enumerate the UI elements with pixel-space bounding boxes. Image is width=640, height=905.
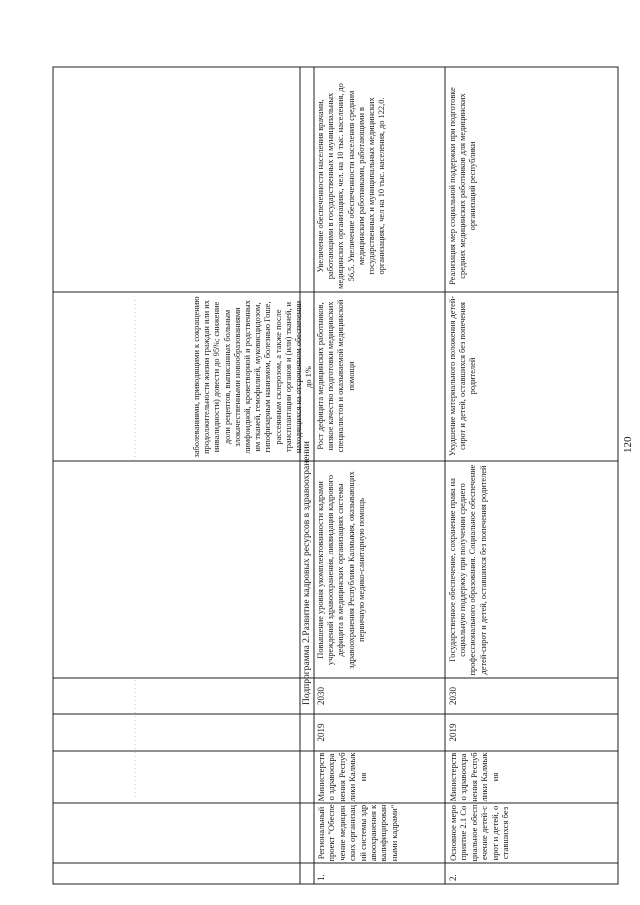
row-1-name: Региональный проект "Обеспечение медицинских организаций системы здравоохранения квалифицированными кадрами" xyxy=(316,804,399,862)
row-2-end: 2030 xyxy=(448,687,458,705)
row-1-task: Повышение уровня укомплектованности кадрами учреждений здравоохранения, ликвидация кадрового дефицита в медицинских организациях системы здравоохранения Республики Калмыкия, оказывающих первичную медико-санитарную помощь xyxy=(316,471,366,669)
row-1-executor: Министерство здравоохранения Республики Калмыкия xyxy=(316,752,368,802)
row-2-executor: Министерство здравоохранения Республики Калмыкия xyxy=(448,752,500,802)
row-2-name: Основное мероприятие 2.1 Социальное обеспечение детей-сирот и детей, оставшихся без xyxy=(448,804,511,862)
row-1-num: 1. xyxy=(316,874,326,881)
row-1-consequences: Рост дефицита медицинских работников, низкое качество подготовки медицинских специалистов и оказываемой медицинской помощи xyxy=(316,299,356,453)
row-2-task: Государственное обеспечение, сохранение права на социальную поддержку при получении среднего профессионального образования. Социальное обеспечение детей-сирот и детей, оставшихся без попечения родителей xyxy=(448,464,488,676)
subprogram-header: Подпрограмма 2.Развитие кадровых ресурсов в здравоохранении xyxy=(302,441,312,705)
row-1-end: 2030 xyxy=(316,687,326,705)
continuation-goal-text: заболеваниями, приводящими к сокращению продолжительности жизни граждан или их инвалидности) довести до 95%; снижение доли рецептов, выписанных больным злокачественными новообразованиями лимфоидной, кроветворной и родственных им тканей, гемофилией, муковисцидозом, гипофизарным нанизмом, болезнью Гоше, рассеянным склерозом, а также после трансплантации органов и (или) тканей, и находящихся на отсроченном обеспечении до 1% xyxy=(192,296,314,458)
row-2-consequences: Ухудшение материального положения детей-сирот и детей, оставшихся без попечения родителей xyxy=(448,295,478,457)
row-2-result: Реализация мер социальной поддержки при подготовке средних медицинских работников для медицинских организаций республики xyxy=(448,87,478,285)
row-2-num: 2. xyxy=(448,874,458,881)
row-1-result: Увеличение обеспеченности населения врачами, работающими в государственных и муниципальных медицинских организациях, чел. на 10 тыс. населения, до 56,5. Увеличение обеспеченности населения средним медицинским работниками, работающими в государственных и муниципальных медицинских организациях, чел на 10 тыс. населения, до 122,0. xyxy=(316,83,387,289)
page-number: 120 xyxy=(622,436,634,453)
row-2-start: 2019 xyxy=(448,723,458,742)
row-1-start: 2019 xyxy=(316,723,326,742)
